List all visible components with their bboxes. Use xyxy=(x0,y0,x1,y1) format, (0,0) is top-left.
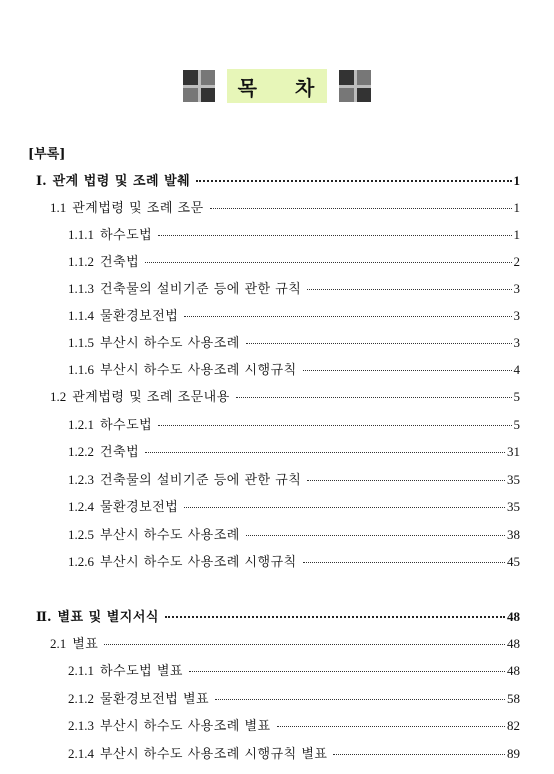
toc-item-1.1.6[interactable] xyxy=(68,359,520,378)
appendix-label: [부록] xyxy=(28,147,66,162)
toc-dot-leader xyxy=(303,562,505,563)
toc-entry-label: 부산시 하수도 사용조례 시행규칙 별표 xyxy=(100,747,328,762)
toc-entry-number: 1.1.4 xyxy=(68,308,94,323)
toc-page-number: 48 xyxy=(507,636,520,651)
toc-entry-label: 하수도법 xyxy=(100,418,153,433)
toc-entry-label: 하수도법 xyxy=(100,228,153,243)
toc-entry-label: 관계법령 및 조례 조문 xyxy=(72,201,204,216)
toc-dot-leader xyxy=(145,452,505,453)
toc-page-number: 2 xyxy=(513,254,520,269)
toc-entry-label: 부산시 하수도 사용조례 시행규칙 xyxy=(100,555,297,570)
toc-entry-number: 1.1.5 xyxy=(68,335,94,350)
title-char-2: 차 xyxy=(295,75,317,100)
toc-dot-leader xyxy=(145,262,511,263)
toc-item-1.2.3[interactable] xyxy=(68,469,520,488)
toc-page-number: 48 xyxy=(507,609,520,624)
toc-entry-number: 1.1.2 xyxy=(68,254,94,269)
toc-entry-label: 부산시 하수도 사용조례 별표 xyxy=(100,719,271,734)
toc-page-number: 45 xyxy=(507,554,520,569)
toc-section-1[interactable] xyxy=(36,170,520,189)
toc-entry-number: 1.1.3 xyxy=(68,281,94,296)
toc-entry-number: 1.2.1 xyxy=(68,417,94,432)
toc-dot-leader xyxy=(184,507,505,508)
toc-page-number: 4 xyxy=(513,362,520,377)
toc-item-2.1.4[interactable] xyxy=(68,743,520,762)
toc-item-1.1.2[interactable] xyxy=(68,251,520,270)
toc-entry-label: 건축법 xyxy=(100,255,140,270)
toc-dot-leader xyxy=(158,235,511,236)
toc-page-number: 82 xyxy=(507,718,520,733)
toc-page-number: 35 xyxy=(507,499,520,514)
toc-dot-leader xyxy=(215,699,505,700)
toc-entry-number: 1.2.3 xyxy=(68,472,94,487)
toc-dot-leader xyxy=(307,289,511,290)
title-decoration-right-icon xyxy=(339,70,371,102)
toc-entry-label: 건축물의 설비기준 등에 관한 규칙 xyxy=(100,473,302,488)
toc-page-number: 31 xyxy=(507,444,520,459)
toc-dot-leader xyxy=(333,754,505,755)
toc-dot-leader xyxy=(158,425,511,426)
toc-item-2.1.3[interactable] xyxy=(68,715,520,734)
toc-page-number: 5 xyxy=(513,417,520,432)
toc-item-1.2.4[interactable] xyxy=(68,496,520,515)
toc-entry-number: Ⅰ. xyxy=(36,174,47,189)
toc-page-number: 3 xyxy=(513,308,520,323)
toc-page-number: 58 xyxy=(507,691,520,706)
toc-entry-label: 부산시 하수도 사용조례 xyxy=(100,336,240,351)
toc-item-1.2.2[interactable] xyxy=(68,441,520,460)
toc-page-number: 48 xyxy=(507,663,520,678)
toc-subsection-1.2[interactable] xyxy=(50,386,520,405)
toc-page-number: 38 xyxy=(507,527,520,542)
toc-page-number: 3 xyxy=(513,281,520,296)
toc-dot-leader xyxy=(303,370,512,371)
toc-entry-label: 별표 및 별지서식 xyxy=(57,610,159,625)
toc-entry-number: 1.2 xyxy=(50,389,67,404)
toc-entry-number: 2.1.3 xyxy=(68,718,94,733)
toc-entry-label: 별표 xyxy=(72,637,99,652)
title-decoration-left-icon xyxy=(183,70,215,102)
title-char-1: 목 xyxy=(237,75,259,100)
toc-entry-label: 물환경보전법 별표 xyxy=(100,692,210,707)
toc-entry-label: 건축법 xyxy=(100,445,140,460)
toc-page-number: 3 xyxy=(513,335,520,350)
toc-section-2[interactable] xyxy=(36,606,520,625)
toc-dot-leader xyxy=(246,343,512,344)
toc-entry-number: 1.2.6 xyxy=(68,554,94,569)
toc-page-number: 5 xyxy=(513,389,520,404)
toc-item-2.1.2[interactable] xyxy=(68,688,520,707)
toc-entry-number: 2.1.4 xyxy=(68,746,94,761)
toc-item-1.2.6[interactable] xyxy=(68,551,520,570)
toc-item-1.1.5[interactable] xyxy=(68,332,520,351)
toc-entry-label: 부산시 하수도 사용조례 xyxy=(100,528,240,543)
toc-entry-label: 관계 법령 및 조례 발췌 xyxy=(52,174,191,189)
toc-item-1.2.1[interactable] xyxy=(68,414,520,433)
toc-page-number: 1 xyxy=(513,173,520,188)
toc-entry-label: 부산시 하수도 사용조례 시행규칙 xyxy=(100,363,297,378)
toc-entry-number: Ⅱ. xyxy=(36,610,52,625)
toc-dot-leader xyxy=(246,535,505,536)
toc-subsection-2.1[interactable] xyxy=(50,633,520,652)
toc-subsection-1.1[interactable] xyxy=(50,197,520,216)
toc-item-1.1.1[interactable] xyxy=(68,224,520,243)
toc-item-2.1.1[interactable] xyxy=(68,660,520,679)
toc-entry-number: 1.1.6 xyxy=(68,362,94,377)
toc-entry-label: 물환경보전법 xyxy=(100,500,179,515)
toc-dot-leader xyxy=(165,616,505,618)
toc-dot-leader xyxy=(210,208,512,209)
toc-entry-number: 2.1.1 xyxy=(68,663,94,678)
toc-entry-number: 2.1.2 xyxy=(68,691,94,706)
toc-page-number: 89 xyxy=(507,746,520,761)
toc-entry-label: 관계법령 및 조례 조문내용 xyxy=(72,390,230,405)
toc-entry-number: 1.1.1 xyxy=(68,227,94,242)
toc-dot-leader xyxy=(277,726,505,727)
toc-dot-leader xyxy=(307,480,505,481)
toc-dot-leader xyxy=(104,644,505,645)
toc-title xyxy=(0,68,554,104)
toc-entry-number: 1.1 xyxy=(50,200,67,215)
toc-entry-number: 1.2.2 xyxy=(68,444,94,459)
toc-dot-leader xyxy=(236,397,512,398)
toc-entry-number: 2.1 xyxy=(50,636,67,651)
toc-entry-label: 물환경보전법 xyxy=(100,309,179,324)
toc-entry-label: 하수도법 별표 xyxy=(100,664,183,679)
title-box xyxy=(227,69,327,103)
toc-item-1.1.4[interactable] xyxy=(68,305,520,324)
toc-dot-leader xyxy=(184,316,511,317)
toc-item-1.1.3[interactable] xyxy=(68,278,520,297)
toc-entry-number: 1.2.5 xyxy=(68,527,94,542)
toc-page-number: 1 xyxy=(513,227,520,242)
toc-entry-label: 건축물의 설비기준 등에 관한 규칙 xyxy=(100,282,302,297)
toc-entry-number: 1.2.4 xyxy=(68,499,94,514)
toc-dot-leader xyxy=(196,180,511,182)
toc-dot-leader xyxy=(189,671,505,672)
toc-page-number: 35 xyxy=(507,472,520,487)
toc-item-1.2.5[interactable] xyxy=(68,524,520,543)
toc-page-number: 1 xyxy=(513,200,520,215)
